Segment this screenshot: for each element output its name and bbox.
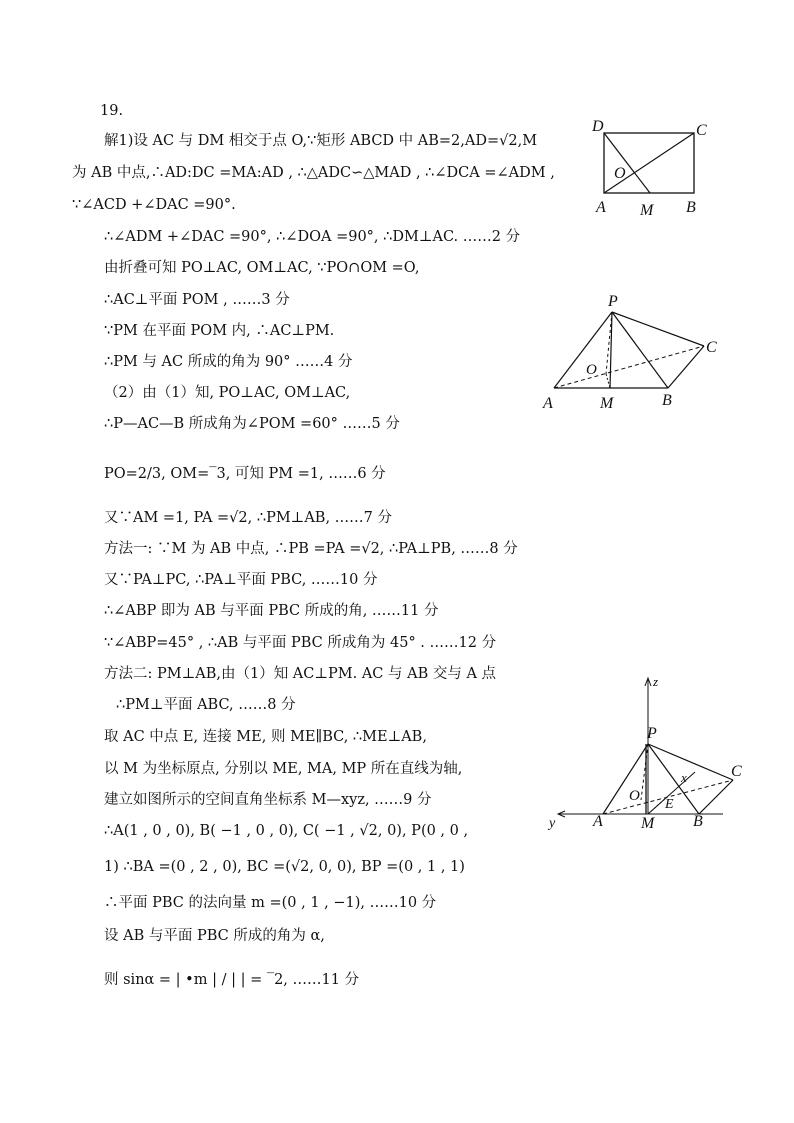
label-e: E <box>665 797 674 812</box>
rectangle-svg <box>590 115 720 225</box>
solution-line-4: ∴∠ADM +∠DAC =90°, ∴∠DOA =90°, ∴DM⊥AC. ……2 分 <box>104 229 521 245</box>
solution-line-12: 又∵AM =1, PA =√2, ∴PM⊥AB, ……7 分 <box>104 510 393 526</box>
edge-bc <box>699 780 733 814</box>
label-m: M <box>600 395 614 412</box>
label-o: O <box>586 362 597 378</box>
solution-line-3: ∵∠ACD +∠DAC =90°. <box>72 197 236 213</box>
label-d: D <box>592 118 604 135</box>
label-m: M <box>641 815 655 832</box>
solution-line-13: 方法一: ∵M 为 AB 中点, ∴PB =PA =√2, ∴PA⊥PB, ……8 分 <box>104 541 518 557</box>
solution-line-1: 解1)设 AC 与 DM 相交于点 O,∵矩形 ABCD 中 AB=2,AD=√2,M <box>104 133 538 149</box>
solution-line-15: ∴∠ABP 即为 AB 与平面 PBC 所成的角, ……11 分 <box>104 603 439 619</box>
figure-tetrahedron <box>540 290 730 415</box>
solution-line-2: 为 AB 中点,∴AD:DC =MA:AD , ∴△ADC∽△MAD , ∴∠DCA =∠ADM , <box>72 165 555 181</box>
label-x: x <box>681 770 687 785</box>
label-b: B <box>662 392 672 409</box>
solution-line-26: 则 sinα = | •m | / | | = ‾2, ……11 分 <box>104 972 360 988</box>
edge-pa <box>603 744 648 814</box>
solution-line-9: （2）由（1）知, PO⊥AC, OM⊥AC, <box>104 385 351 401</box>
solution-line-25: 设 AB 与平面 PBC 所成的角为 α, <box>104 928 325 944</box>
label-p: P <box>647 725 657 742</box>
solution-line-8: ∴PM 与 AC 所成的角为 90° ……4 分 <box>104 354 353 370</box>
figure-rectangle <box>590 115 720 225</box>
solution-line-16: ∵∠ABP=45° , ∴AB 与平面 PBC 所成角为 45° . ……12 分 <box>104 635 497 651</box>
solution-line-6: ∴AC⊥平面 POM , ……3 分 <box>104 292 290 308</box>
edge-pb <box>612 312 668 388</box>
coordinate-svg <box>545 672 755 837</box>
solution-line-24: ∴平面 PBC 的法向量 m =(0 , 1 , −1), ……10 分 <box>104 895 437 911</box>
label-b: B <box>686 199 696 216</box>
solution-line-18: ∴PM⊥平面 ABC, ……8 分 <box>116 697 296 713</box>
solution-line-11: PO=2/3, OM=‾3, 可知 PM =1, ……6 分 <box>104 466 386 482</box>
label-z: z <box>653 674 659 689</box>
solution-line-14: 又∵PA⊥PC, ∴PA⊥平面 PBC, ……10 分 <box>104 572 378 588</box>
edge-pm <box>610 312 612 388</box>
solution-line-17: 方法二: PM⊥AB,由（1）知 AC⊥PM. AC 与 AB 交与 A 点 <box>104 666 497 682</box>
edge-om <box>606 374 610 388</box>
edge-pc <box>612 312 704 346</box>
edge-pa <box>554 312 612 388</box>
edge-bc <box>668 346 704 388</box>
solution-line-10: ∴P—AC—B 所成角为∠POM =60° ……5 分 <box>104 416 400 432</box>
solution-line-22: ∴A(1 , 0 , 0), B( −1 , 0 , 0), C( −1 , √2, 0), P(0 , 0 , <box>104 823 469 839</box>
label-a: A <box>543 395 553 412</box>
label-c: C <box>731 763 742 780</box>
label-b: B <box>693 813 703 830</box>
label-c: C <box>706 339 717 356</box>
label-m: M <box>640 202 654 219</box>
label-a: A <box>593 813 603 830</box>
label-o: O <box>614 165 626 182</box>
solution-line-19: 取 AC 中点 E, 连接 ME, 则 ME∥BC, ∴ME⊥AB, <box>104 729 427 745</box>
label-o: O <box>629 788 640 804</box>
tetrahedron-svg <box>540 290 730 415</box>
label-p: P <box>608 293 618 310</box>
figure-coordinate-system <box>545 672 755 837</box>
solution-line-23: 1) ∴BA =(0 , 2 , 0), BC =(√2, 0, 0), BP =(0 , 1 , 1) <box>104 859 465 875</box>
label-y: y <box>549 816 556 831</box>
edge-ac <box>554 346 704 388</box>
segment-dm <box>604 133 650 193</box>
label-c: C <box>696 122 707 139</box>
solution-line-21: 建立如图所示的空间直角坐标系 M—xyz, ……9 分 <box>104 792 432 808</box>
label-a: A <box>596 199 606 216</box>
solution-line-5: 由折叠可知 PO⊥AC, OM⊥AC, ∵PO∩OM =O, <box>104 260 420 276</box>
segment-ac <box>604 133 694 193</box>
problem-number: 19. <box>100 103 124 119</box>
solution-line-20: 以 M 为坐标原点, 分别以 ME, MA, MP 所在直线为轴, <box>104 761 463 777</box>
solution-line-7: ∵PM 在平面 POM 内, ∴AC⊥PM. <box>104 323 335 339</box>
